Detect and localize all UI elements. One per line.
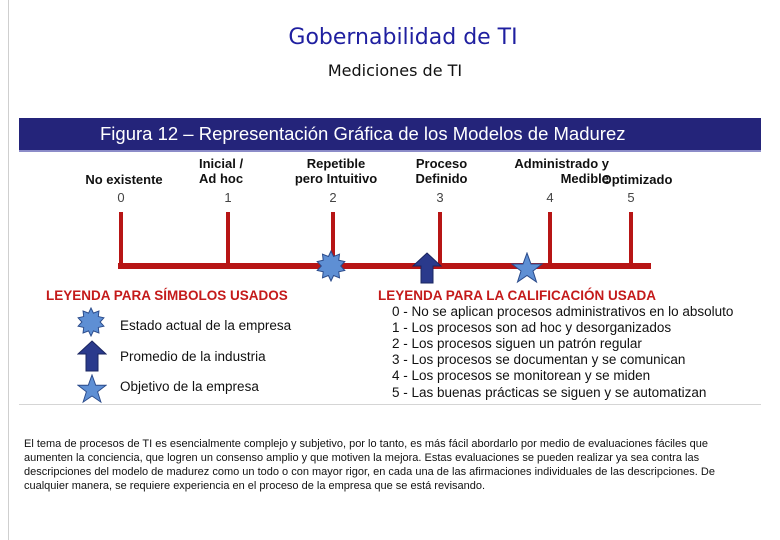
- level-number-1: 1: [224, 190, 232, 205]
- rating-legend-heading: LEYENDA PARA LA CALIFICACIÓN USADA: [378, 288, 656, 303]
- page-subtitle: Mediciones de TI: [327, 61, 463, 80]
- industry-average-marker-icon: [412, 252, 442, 284]
- star-icon: [77, 374, 107, 404]
- current-state-marker-icon: [315, 250, 347, 282]
- page-edge-line: [8, 0, 9, 540]
- level-number-4: 4: [546, 190, 554, 205]
- rating-item-1: 1 - Los procesos son ad hoc y desorganizados: [392, 320, 672, 335]
- legend-current-state-label: Estado actual de la empresa: [120, 318, 292, 333]
- rating-item-2: 2 - Los procesos siguen un patrón regular: [392, 336, 642, 351]
- level-label-2: Repetible pero Intuitivo: [294, 156, 378, 186]
- level-number-3: 3: [436, 190, 444, 205]
- level-label-5: Optimizado: [601, 172, 673, 187]
- level-label-1: Inicial / Ad hoc: [199, 156, 244, 186]
- maturity-model-figure: [19, 118, 761, 405]
- level-label-0: No existente: [85, 172, 163, 187]
- level-number-5: 5: [627, 190, 635, 205]
- scale-tick-4: [548, 212, 552, 267]
- body-paragraph: El tema de procesos de TI es esencialmente complejo y subjetivo, por lo tanto, es más fácil abordarlo por medio de evaluaciones fáciles que aumenten la conciencia, que logren un consenso amplio y que motiven la mejora. Estas evaluaciones se pueden realizar ya sea contra las descripciones del modelo de madurez como un todo o con mayor rigor, en cada una de las afirmaciones individuales de las descripciones. De cualquier manera, se requiere experiencia en el proceso de la empresa que se está revisando.: [24, 438, 715, 492]
- figure-title: Figura 12 – Representación Gráfica de los Modelos de Madurez: [100, 123, 626, 144]
- maturity-scale-bar: [118, 263, 651, 269]
- scale-tick-1: [226, 212, 230, 267]
- symbols-legend-heading: LEYENDA PARA SÍMBOLOS USADOS: [46, 288, 288, 303]
- scale-tick-5: [629, 212, 633, 267]
- level-label-3: Proceso Definido: [415, 156, 468, 186]
- figure-header: [19, 118, 761, 152]
- legend-target-label: Objetivo de la empresa: [120, 379, 259, 394]
- level-label-4: Administrado y Medible: [514, 156, 609, 186]
- starburst-icon: [76, 307, 106, 337]
- rating-item-0: 0 - No se aplican procesos administrativos en lo absoluto: [392, 304, 734, 319]
- rating-item-3: 3 - Los procesos se documentan y se comunican: [392, 352, 686, 367]
- rating-item-5: 5 - Las buenas prácticas se siguen y se automatizan: [392, 385, 707, 400]
- level-number-2: 2: [329, 190, 337, 205]
- legend-industry-average-label: Promedio de la industria: [120, 349, 266, 364]
- page-title: Gobernabilidad de TI: [288, 25, 518, 50]
- target-marker-icon: [511, 252, 543, 284]
- up-arrow-icon: [77, 340, 107, 372]
- scale-tick-0: [119, 212, 123, 267]
- level-number-0: 0: [117, 190, 125, 205]
- rating-item-4: 4 - Los procesos se monitorean y se miden: [392, 368, 651, 383]
